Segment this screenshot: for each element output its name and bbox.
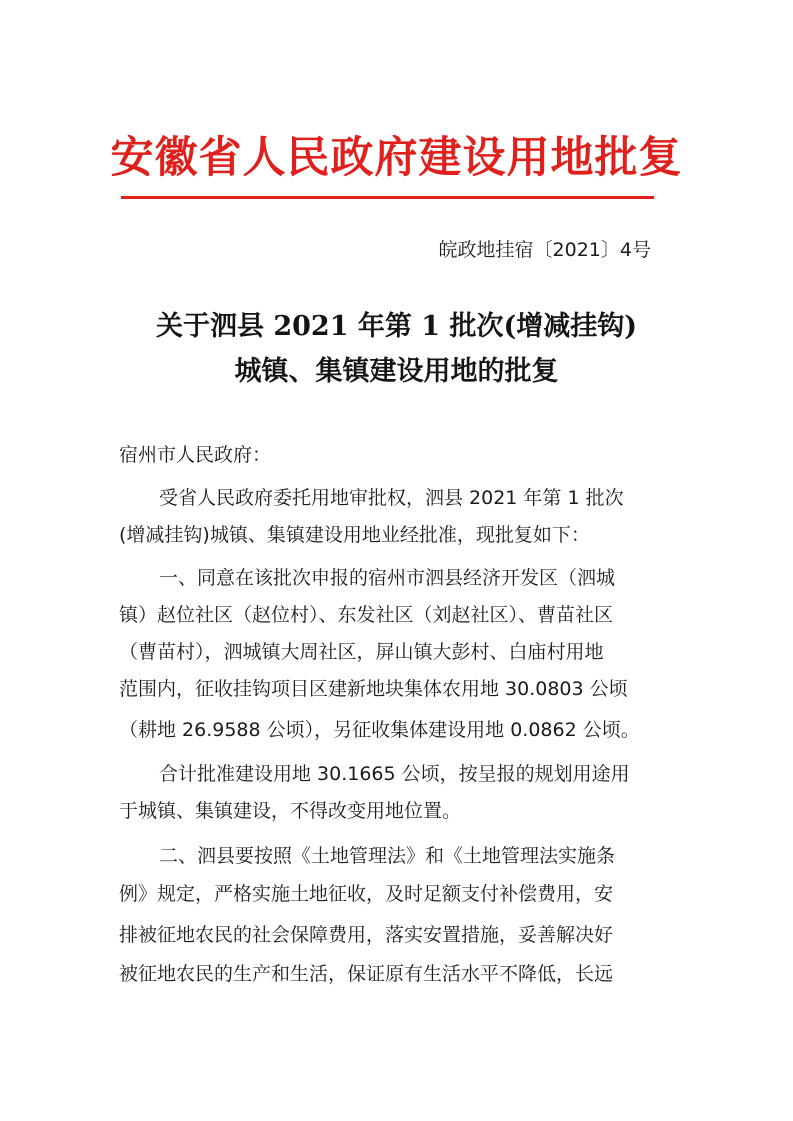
body-line: 受省人民政府委托用地审批权，泗县 2021 年第 1 批次 xyxy=(159,487,624,509)
body-line: 一、同意在该批次申报的宿州市泗县经济开发区（泗城 xyxy=(159,567,616,589)
body-line: 被征地农民的生产和生活，保证原有生活水平不降低，长远 xyxy=(119,963,614,985)
body-line: 排被征地农民的社会保障费用，落实安置措施，妥善解决好 xyxy=(119,924,614,946)
document-title-line-1: 关于泗县 2021 年第 1 批次(增减挂钩) xyxy=(155,311,638,342)
issuing-authority-header: 安徽省人民政府建设用地批复 xyxy=(110,133,683,183)
document-number: 皖政地挂宿〔2021〕4号 xyxy=(438,239,651,261)
body-line: (增减挂钩)城镇、集镇建设用地业经批准，现批复如下： xyxy=(119,524,590,546)
body-line: 于城镇、集镇建设，不得改变用地位置。 xyxy=(119,800,462,822)
header-red-rule xyxy=(121,196,654,199)
addressee: 宿州市人民政府： xyxy=(119,444,272,466)
body-line: 二、泗县要按照《土地管理法》和《土地管理法实施条 xyxy=(159,845,616,867)
body-line: （曹苗村），泗城镇大周社区，屏山镇大彭村、白庙村用地 xyxy=(119,641,604,663)
body-line: 镇）赵位社区（赵位村）、东发社区（刘赵社区）、曹苗社区 xyxy=(119,604,614,626)
body-line: 合计批准建设用地 30.1665 公顷，按呈报的规划用途用 xyxy=(159,763,630,785)
body-line: 例》规定，严格实施土地征收，及时足额支付补偿费用，安 xyxy=(119,883,614,905)
body-line: （耕地 26.9588 公顷），另征收集体建设用地 0.0862 公顷。 xyxy=(119,719,640,741)
body-line: 范围内，征收挂钩项目区建新地块集体农用地 30.0803 公顷 xyxy=(119,678,628,700)
document-title-line-2: 城镇、集镇建设用地的批复 xyxy=(234,356,559,387)
